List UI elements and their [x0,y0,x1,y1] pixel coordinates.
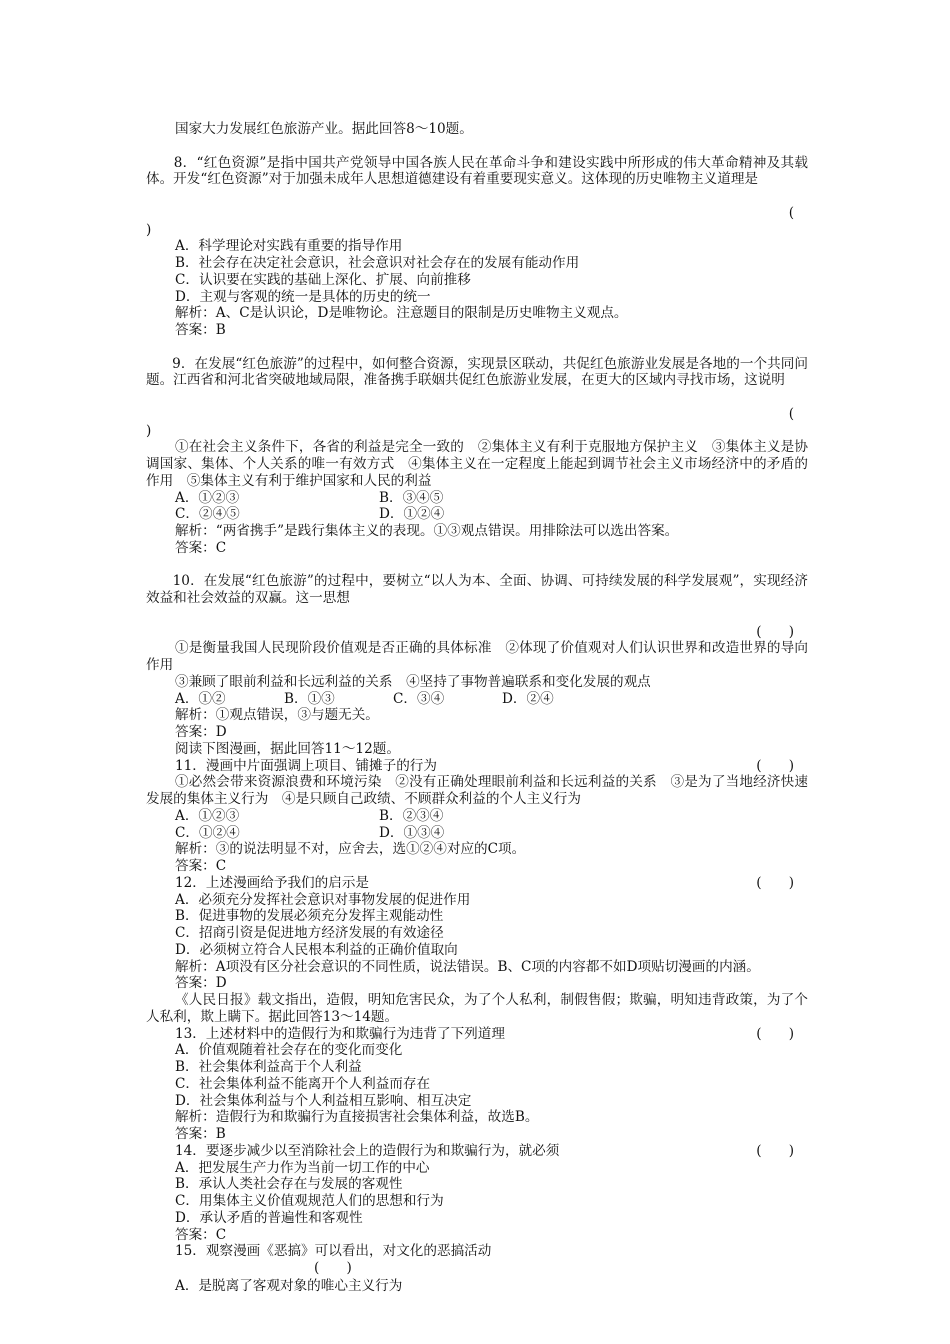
option-b: B．承认人类社会存在与发展的客观性 [175,1176,403,1193]
answer: 答案：C [175,858,227,874]
options-row [146,506,808,523]
statements: ①是衡量我国人民现阶段价值观是否正确的具体标准 ②体现了价值观对人们认识世界和改造世界的导向作用 [146,640,808,673]
option-b: B．②③④ [379,807,444,824]
option-d: D．承认矛盾的普遍性和客观性 [175,1209,363,1226]
option-d: D．主观与客观的统一是具体的历史的统一 [175,288,431,305]
option-a: A．必须充分发挥社会意识对事物发展的促进作用 [175,891,471,908]
question-13-stem: 13．上述材料中的造假行为和欺骗行为违背了下列道理 [175,1025,505,1042]
intro-8-10: 国家大力发展红色旅游产业。据此回答8～10题。 [175,121,473,137]
answer-paren-open: ( [788,204,794,221]
question-12-stem: 12．上述漫画给予我们的启示是 [175,874,370,891]
question-10-stem: 10．在发展“红色旅游”的过程中，要树立“以人为本、全面、协调、可持续发展的科学发展观”，实现经济效益和社会效益的双赢。这一思想 [146,573,808,606]
intro-13-14: 《人民日报》载文指出，造假，明知危害民众，为了个人私利，制假售假；欺骗，明知违背政策，为了个人私利，欺上瞒下。据此回答13～14题。 [146,992,808,1025]
analysis: 解析：造假行为和欺骗行为直接损害社会集体利益，故选B。 [175,1109,539,1126]
option-c: C．招商引资是促进地方经济发展的有效途径 [175,925,444,941]
answer: 答案：D [175,975,227,992]
answer-paren: ( ) [314,1260,352,1276]
option-d: D．①②④ [379,506,445,523]
option-b: B．促进事物的发展必须充分发挥主观能动性 [175,908,444,925]
option-c: C．认识要在实践的基础上深化、扩展、向前推移 [175,271,471,288]
question-10 [146,557,808,741]
document-page [146,121,808,1295]
option-c: C．①②④ [175,824,240,841]
question-15-stem: 15．观察漫画《恶搞》可以看出，对文化的恶搞活动 [175,1243,492,1260]
option-b: B．社会存在决定社会意识，社会意识对社会存在的发展有能动作用 [175,255,580,271]
question-8-stem: 8．“红色资源”是指中国共产党领导中国各族人民在革命斗争和建设实践中所形成的伟大革命精神及其载体。开发“红色资源”对于加强未成年人思想道德建设有着重要现实意义。这体现的历史唯物主义道理是 [146,154,808,188]
question-11 [146,758,808,875]
option-d: D．社会集体利益与个人利益相互影响、相互决定 [175,1092,472,1109]
question-11-stem: 11．漫画中片面强调上项目、铺摊子的行为 [175,757,437,774]
option-c: C．用集体主义价值观规范人们的思想和行为 [175,1193,444,1209]
option-a: A．①②③ [175,807,240,824]
option-a: A．是脱离了客观对象的唯心主义行为 [175,1277,403,1294]
option-a: A．①② [175,690,226,707]
option-a: A．价值观随着社会存在的变化而变化 [175,1042,403,1059]
option-a: A．把发展生产力作为当前一切工作的中心 [175,1159,430,1176]
options-row [146,490,808,507]
analysis: 解析：①观点错误，③与题无关。 [175,707,379,724]
option-d: D．①③④ [379,824,445,841]
answer: 答案：C [175,539,227,556]
question-9 [146,339,808,557]
question-15 [146,1243,808,1294]
question-14 [146,1143,808,1244]
answer-paren: ( ) [756,874,794,891]
analysis: 解析：③的说法明显不对，应舍去，选①②④对应的C项。 [175,841,526,858]
question-8 [146,138,808,339]
option-b: B．社会集体利益高于个人利益 [175,1059,362,1075]
statements: ①必然会带来资源浪费和环境污染 ②没有正确处理眼前利益和长远利益的关系 ③是为了当地经济快速发展的集体主义行为 ④是只顾自己政绩、不顾群众利益的个人主义行为 [146,774,808,807]
analysis: 解析：“两省携手”是践行集体主义的表现。①③观点错误。用排除法可以选出答案。 [175,523,679,539]
option-a: A．科学理论对实践有重要的指导作用 [175,238,403,255]
options-row [146,691,808,708]
statements: ①在社会主义条件下，各省的利益是完全一致的 ②集体主义有利于克服地方保护主义 ③集体主义是协调国家、集体、个人关系的唯一有效方式 ④集体主义在一定程度上能起到调节社会主义市场经济中的矛盾的作用 ⑤集体主义有利于维护国家和人民的利益 [146,439,808,489]
option-c: C．②④⑤ [175,506,240,523]
answer-paren: ( ) [756,1142,794,1159]
statements: ③兼顾了眼前利益和长远利益的关系 ④坚持了事物普遍联系和变化发展的观点 [175,673,651,690]
option-b: B．③④⑤ [379,489,444,506]
answer-paren-close: ) [146,221,152,238]
intro-11-12: 阅读下图漫画，据此回答11～12题。 [175,740,400,757]
answer-paren: ( ) [756,623,794,640]
answer: 答案：B [175,1126,226,1142]
answer-paren-close: ) [146,422,152,439]
answer-paren-open: ( [788,405,794,422]
answer: 答案：B [175,322,226,338]
answer: 答案：C [175,1226,227,1243]
question-14-stem: 14．要逐步减少以至消除社会上的造假行为和欺骗行为，就必须 [175,1142,560,1159]
option-a: A．①②③ [175,489,240,506]
analysis: 解析：A项没有区分社会意识的不同性质，说法错误。B、C项的内容都不如D项贴切漫画的内涵。 [175,958,760,975]
answer-paren: ( ) [756,1025,794,1042]
option-b: B．①③ [284,690,335,707]
question-13 [146,1026,808,1143]
answer: 答案：D [175,724,227,740]
option-c: C．③④ [393,690,445,707]
option-c: C．社会集体利益不能离开个人利益而存在 [175,1075,431,1092]
analysis: 解析：A、C是认识论，D是唯物论。注意题目的限制是历史唯物主义观点。 [175,305,628,322]
option-d: D．②④ [502,690,554,707]
options-row [146,808,808,825]
question-9-stem: 9．在发展“红色旅游”的过程中，如何整合资源，实现景区联动，共促红色旅游业发展是各地的一个共同问题。江西省和河北省突破地域局限，准备携手联姻共促红色旅游业发展，在更大的区域内寻找市场，这说明 [146,355,808,389]
option-d: D．必须树立符合人民根本利益的正确价值取向 [175,941,458,958]
options-row [146,825,808,842]
answer-paren: ( ) [756,757,794,774]
question-12 [146,875,808,992]
